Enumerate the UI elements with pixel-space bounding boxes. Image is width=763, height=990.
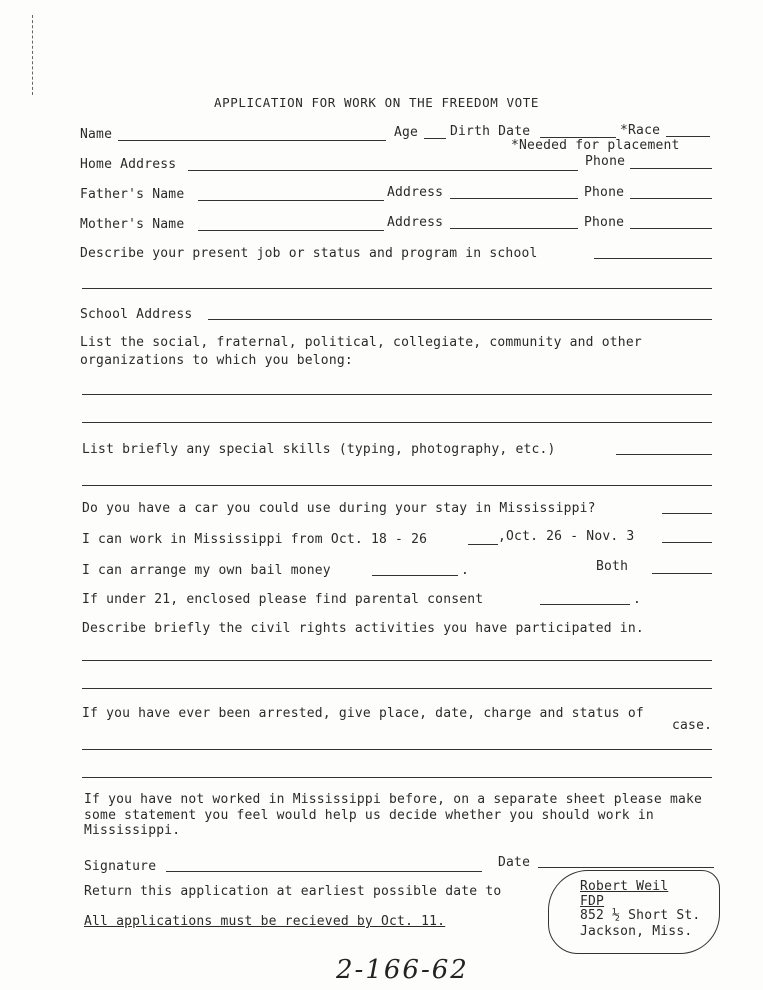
parental-consent-field[interactable] <box>540 604 630 605</box>
return-org: FDP <box>580 894 605 909</box>
civil-rights-field-line-1[interactable] <box>82 660 712 661</box>
job-status-field[interactable] <box>594 258 712 259</box>
home-address-field[interactable] <box>188 170 578 171</box>
work-dates-oct18-field[interactable] <box>468 544 498 545</box>
home-address-label: Home Address <box>80 157 177 172</box>
return-street: 852 ½ Short St. <box>580 908 701 923</box>
skills-field-line-2[interactable] <box>82 485 712 486</box>
bail-period: . <box>461 563 470 578</box>
school-address-label: School Address <box>80 307 193 322</box>
age-field[interactable] <box>424 138 446 139</box>
job-status-label: Describe your present job or status and program in school <box>80 246 538 261</box>
civil-rights-field-line-2[interactable] <box>82 688 712 689</box>
skills-label: List briefly any special skills (typing, photography, etc.) <box>82 442 556 457</box>
arrest-label: If you have ever been arrested, give place, date, charge and status of <box>82 706 644 721</box>
mothers-phone-field[interactable] <box>630 228 712 229</box>
home-phone-field[interactable] <box>630 168 712 169</box>
fathers-address-label: Address <box>387 185 444 200</box>
mothers-address-field[interactable] <box>450 228 578 229</box>
signature-field[interactable] <box>166 871 482 872</box>
age-label: Age <box>394 125 419 140</box>
birth-date-label: Dirth Date <box>450 124 531 139</box>
both-label: Both <box>596 559 629 574</box>
fathers-address-field[interactable] <box>450 198 578 199</box>
signature-label: Signature <box>84 859 157 874</box>
work-dates-oct26-field[interactable] <box>662 542 712 543</box>
job-status-field-line-2[interactable] <box>82 288 712 289</box>
civil-rights-label: Describe briefly the civil rights activities you have participated in. <box>82 621 644 636</box>
fathers-name-label: Father's Name <box>80 187 185 202</box>
mothers-name-field[interactable] <box>198 230 384 231</box>
needed-note: *Needed for placement <box>511 138 680 153</box>
statement-label: If you have not worked in Mississippi before, on a separate sheet please make some statement you feel would help us decide whether you should work in Mississippi. <box>84 792 703 838</box>
bail-label: I can arrange my own bail money <box>82 563 331 578</box>
mothers-phone-label: Phone <box>584 215 625 230</box>
arrest-field-line-1[interactable] <box>82 749 712 750</box>
arrest-label-case: case. <box>672 718 713 733</box>
mothers-name-label: Mother's Name <box>80 217 185 232</box>
return-name: Robert Weil <box>580 879 669 894</box>
return-city: Jackson, Miss. <box>580 924 693 939</box>
name-label: Name <box>80 127 113 142</box>
car-question-label: Do you have a car you could use during your stay in Mississippi? <box>82 501 596 516</box>
work-dates-label: I can work in Mississippi from Oct. 18 - 26 <box>82 532 428 547</box>
arrest-field-line-2[interactable] <box>82 777 712 778</box>
race-field[interactable] <box>666 136 710 137</box>
parental-consent-label: If under 21, enclosed please find parental consent <box>82 592 484 607</box>
school-address-field[interactable] <box>208 319 712 320</box>
fathers-name-field[interactable] <box>198 200 384 201</box>
return-label: Return this application at earliest possible date to <box>84 884 502 899</box>
race-label: *Race <box>620 123 661 138</box>
consent-period: . <box>633 592 642 607</box>
home-phone-label: Phone <box>585 154 626 169</box>
date-label: Date <box>498 855 531 870</box>
date-field[interactable] <box>538 867 714 868</box>
car-field[interactable] <box>662 513 712 514</box>
fathers-phone-field[interactable] <box>630 198 712 199</box>
both-field[interactable] <box>652 573 712 574</box>
handwritten-note: 2-166-62 <box>336 955 469 985</box>
organizations-field-line-2[interactable] <box>82 422 712 423</box>
mothers-address-label: Address <box>387 215 444 230</box>
deadline-label: All applications must be recieved by Oct. 11. <box>84 914 446 929</box>
form-title: APPLICATION FOR WORK ON THE FREEDOM VOTE <box>214 95 540 110</box>
organizations-label: List the social, fraternal, political, collegiate, community and other organizations to which you belong: <box>80 335 642 368</box>
skills-field[interactable] <box>616 454 712 455</box>
work-dates-label-2: ,Oct. 26 - Nov. 3 <box>498 529 635 544</box>
fathers-phone-label: Phone <box>584 185 625 200</box>
name-field[interactable] <box>118 140 386 141</box>
page-edge-marks <box>32 15 33 95</box>
bail-field[interactable] <box>372 575 458 576</box>
organizations-field-line-1[interactable] <box>82 394 712 395</box>
